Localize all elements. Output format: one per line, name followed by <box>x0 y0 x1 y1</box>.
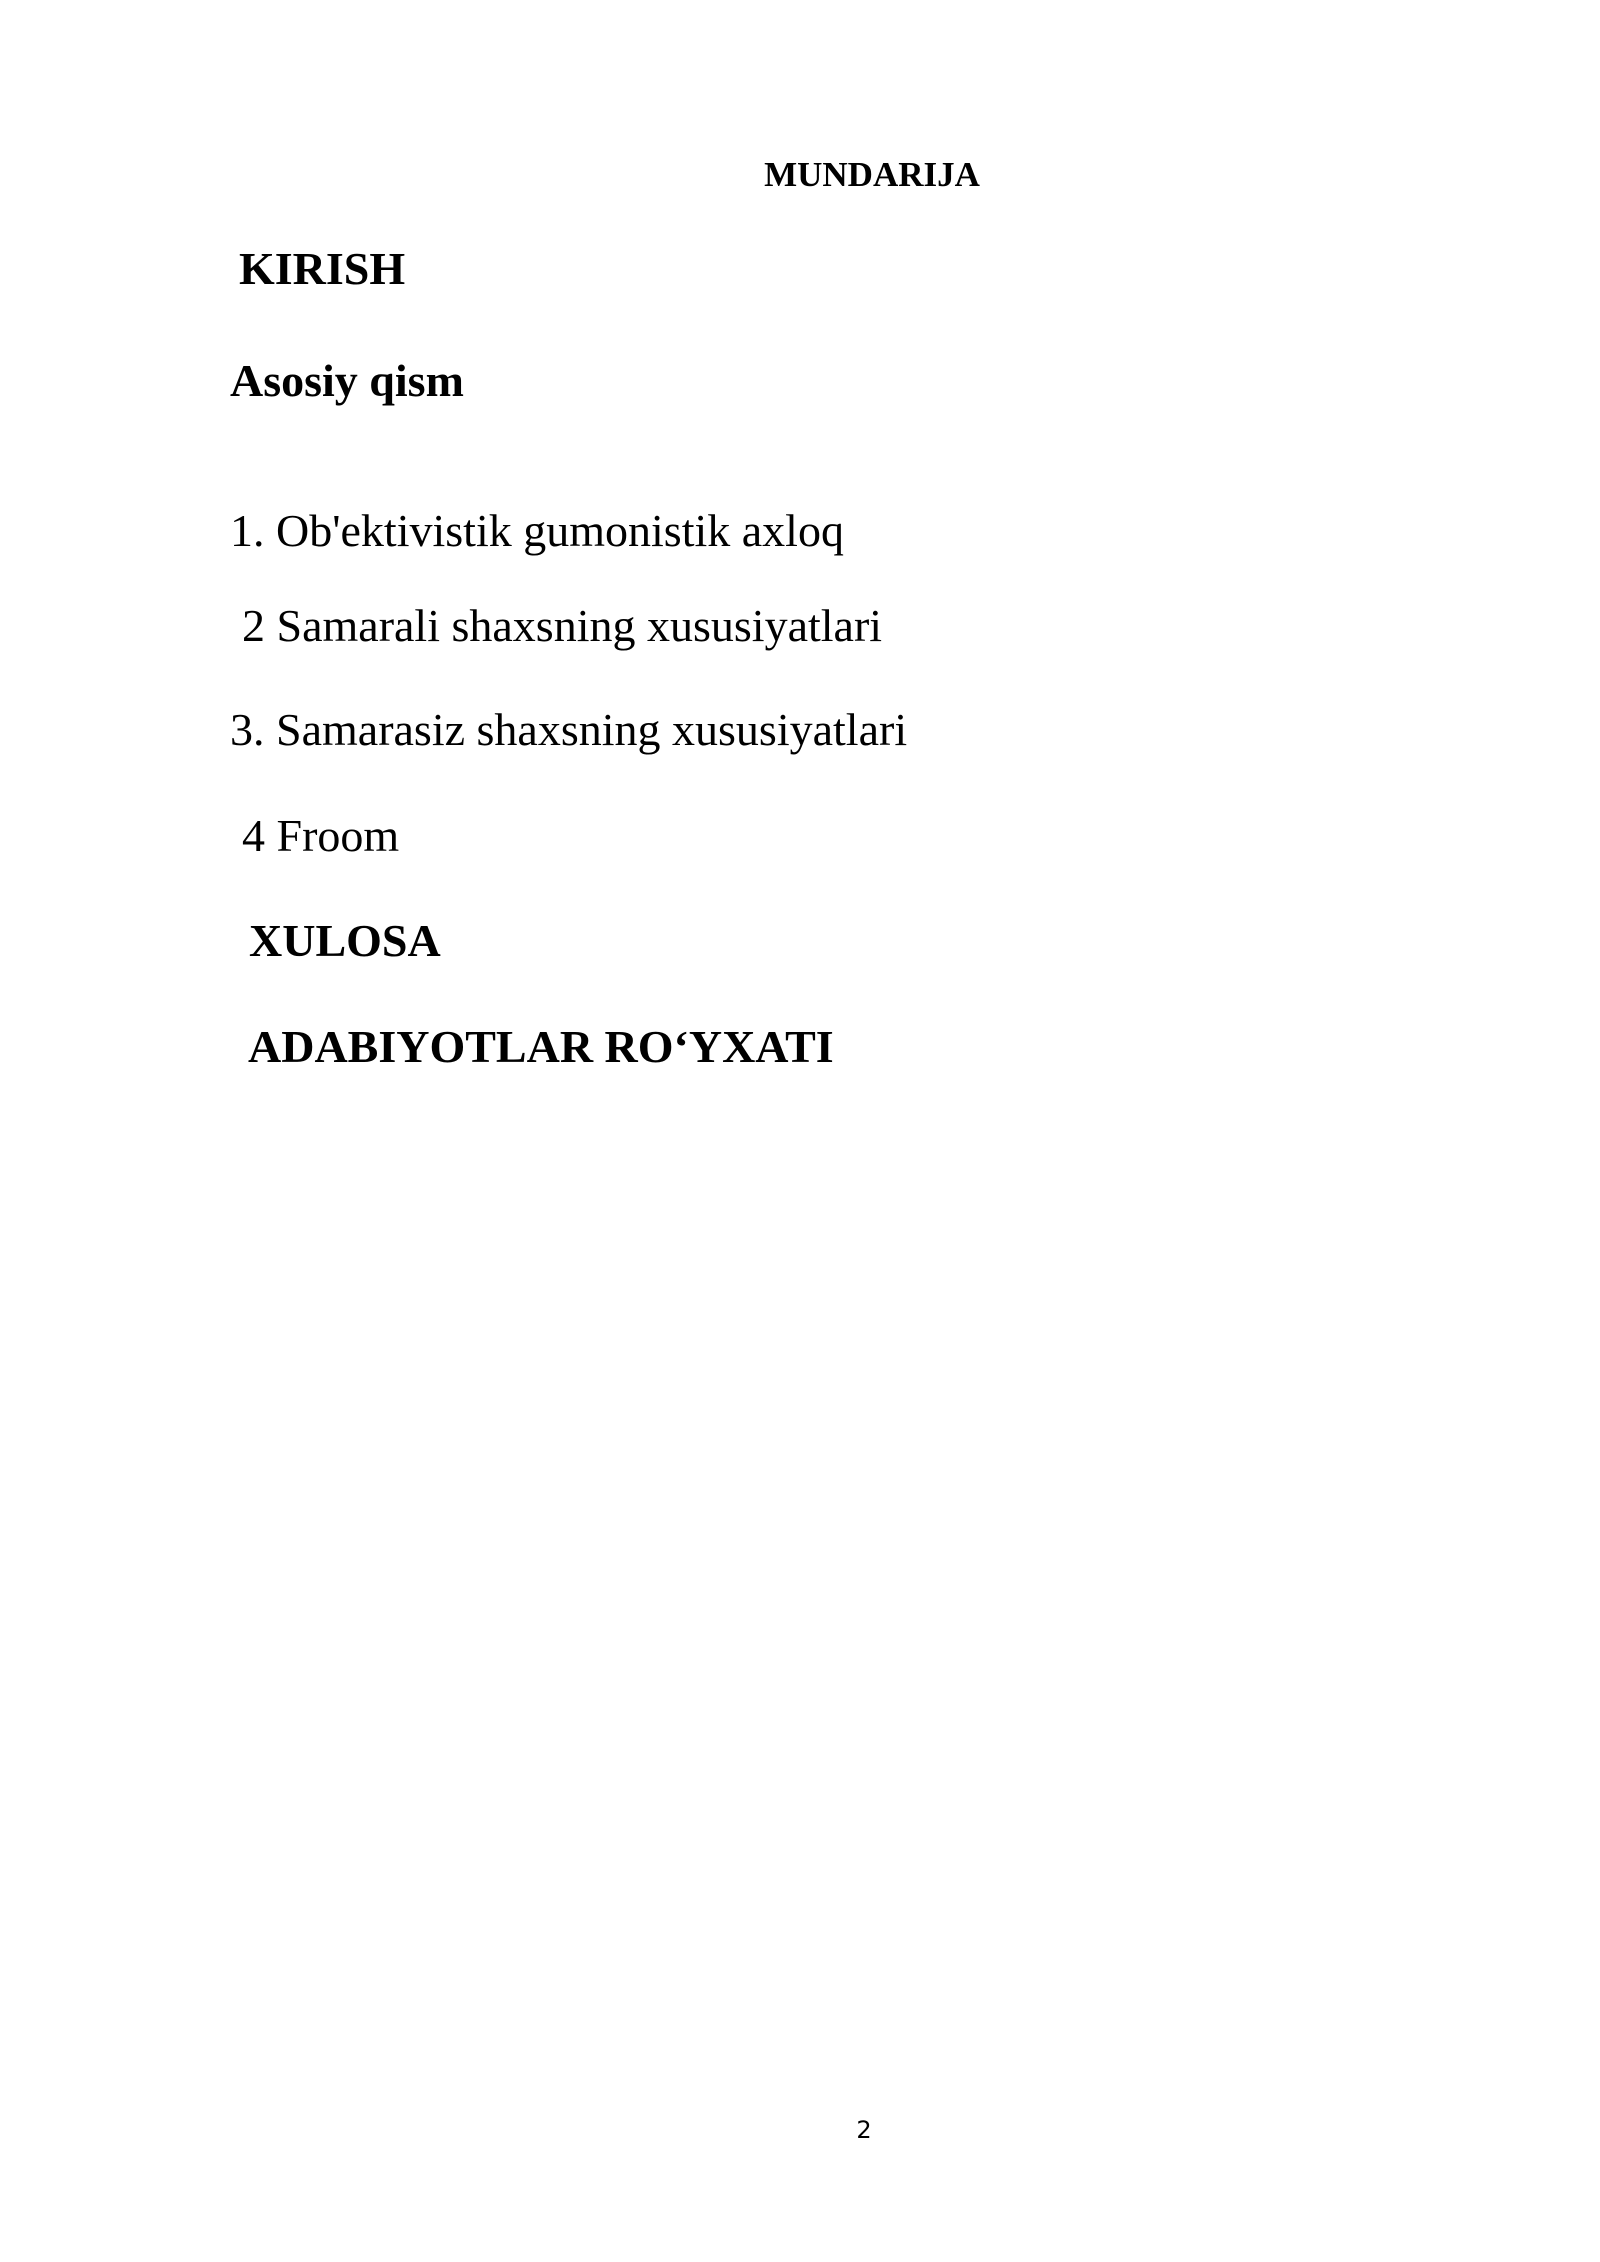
toc-entry-objektivistik-gumonistik-axloq: 1. Ob'ektivistik gumonistik axloq <box>230 505 844 556</box>
toc-entry-asosiy-qism: Asosiy qism <box>230 355 464 406</box>
page-number: 2 <box>856 2116 872 2144</box>
document-title: MUNDARIJA <box>764 155 980 194</box>
toc-entry-xulosa: XULOSA <box>249 915 441 966</box>
toc-entry-adabiyotlar-royxati: ADABIYOTLAR RO‘YXATI <box>248 1021 834 1072</box>
toc-entry-samarasiz-shaxs: 3. Samarasiz shaxsning xususiyatlari <box>230 704 908 755</box>
toc-entry-kirish: KIRISH <box>239 243 406 294</box>
toc-entry-samarali-shaxs: 2 Samarali shaxsning xususiyatlari <box>242 600 883 651</box>
toc-entry-froom: 4 Froom <box>242 810 400 861</box>
